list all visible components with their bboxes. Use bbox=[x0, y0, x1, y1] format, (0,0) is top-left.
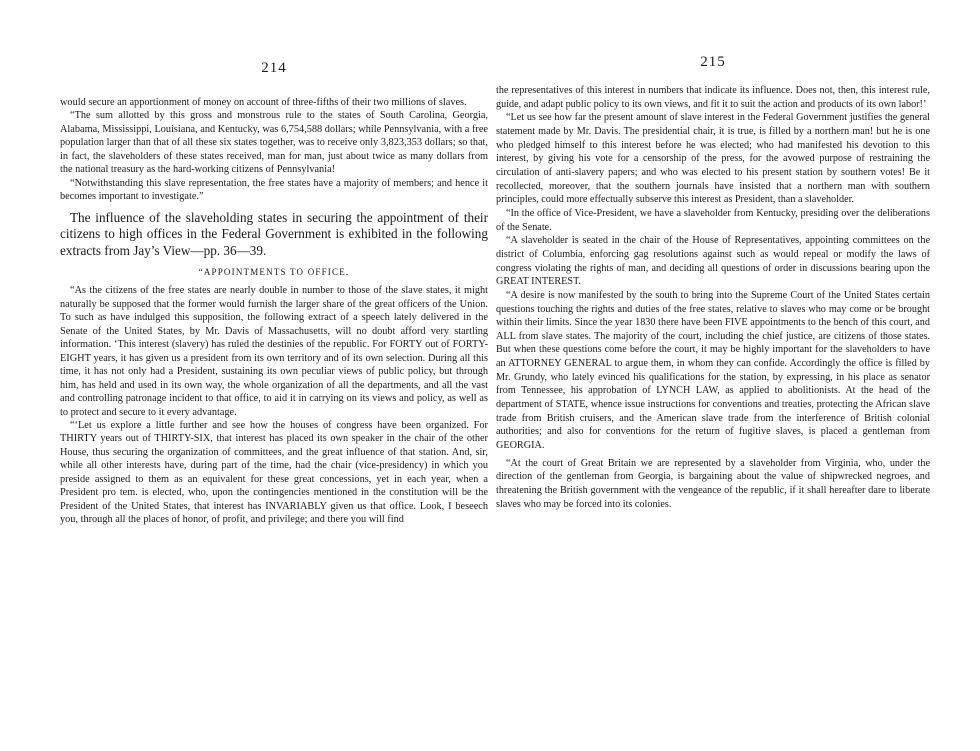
paragraph: “The sum allotted by this gross and monstrous rule to the states of South Carolina, Georgia, Alabama, Mississippi, Louisiana, and Kentucky, was 6,754,588 dollars; while Pennsylvania, with a free population larger than that of all these six states together, was to receive only 3,823,353 dollars; so that, in fact, the slaveholders of these states received, man for man, just about twice as many dollars from the national treasury as the hard-working citizens of Pennsylvania! bbox=[60, 110, 488, 176]
paragraph: “A desire is now manifested by the south to bring into the Supreme Court of the United States certain questions touching the rights and duties of the free states, relative to slaves who may come or be brought within their limits. Since the year 1830 there have been FIVE appointments to the bench of this court, and ALL from slave states. The majority of the court, including the chief justice, are citizens of those states. But when these questions come before the court, it may be highly important for the slaveholders to have an ATTORNEY GENERAL to argue them, in whom they can confide. Accordingly the office is filled by Mr. Grundy, who lately evinced his qualifications for the station, by expressing, in his place as senator from Tennessee, his approbation of LYNCH LAW, as applied to abolitionists. At the head of the department of STATE, whence issue instructions for conventions and treaties, protecting the African slave trade from British cruisers, and the American slave trade from the interference of British colonial authorities; and also for conventions for the return of fugitive slaves, is placed a gentleman from GEORGIA. bbox=[496, 289, 930, 452]
paragraph: would secure an apportionment of money on account of three-fifths of their two millions of slaves. bbox=[60, 97, 467, 108]
page-number-214: 214 bbox=[261, 60, 287, 76]
paragraph: “A slaveholder is seated in the chair of the House of Representatives, appointing committees on the district of Columbia, enforcing gag resolutions against such as would repeal or modify the laws of congress violating the rights of man, and deciding all questions of order in discussions bearing upon the GREAT INTEREST. bbox=[496, 235, 930, 288]
paragraph-intro: The influence of the slaveholding states in securing the appointment of their citizens to high offices in the Federal Government is exhibited in the following extracts from Jay’s View—pp. 36—39. bbox=[60, 209, 488, 259]
left-page bbox=[60, 0, 488, 527]
paragraph: “Notwithstanding this slave representation, the free states have a majority of members; and hence it becomes important to investigate.” bbox=[60, 177, 488, 203]
paragraph: “In the office of Vice-President, we have a slaveholder from Kentucky, presiding over the deliberations of the Senate. bbox=[496, 207, 930, 233]
paragraph: the representatives of this interest in numbers that indicate its influence. Does not, then, this interest rule, guide, and adapt public policy to its own views, and fit it to suit the action and products of its own labor!’ bbox=[496, 85, 930, 110]
paragraph: “Let us see how far the present amount of slave interest in the Federal Government justifies the general statement made by Mr. Davis. The presidential chair, it is true, is filled by a northern man! but he is one who pledged himself to this interest before he was elected; who had manifested his devotion to this interest, by giving his vote for a censorship of the press, for the avowed purpose of restraining the circulation of anti-slavery papers; and who was elected to his present station by southern votes! Be it recollected, moreover, that the southern journals have insisted that a northern man with southern principles, could more effectually subserve this interest as President, than a slaveholder. bbox=[496, 112, 930, 206]
paragraph: “At the court of Great Britain we are represented by a slaveholder from Virginia, who, under the direction of the gentleman from Georgia, is bargaining about the value of shipwrecked negroes, and threatening the British government with the vengeance of the republic, if it shall hereafter dare to liberate slaves who may be forced into its colonies. bbox=[496, 457, 930, 510]
paragraph: “‘Let us explore a little further and see how the houses of congress have been organized. For THIRTY years out of THIRTY-SIX, that interest has placed its own speaker in the chair of the other House, thus securing the organization of committees, and the great influence of that station. And, sir, while all other interests have, during part of the time, had the chair (vice-presidency) in which you preside assigned to them as an equivalent for these great concessions, yet in each year, when a President pro tem. is elected, who, upon the contingencies mentioned in the constitution will be the President of the United States, that interest has INVARIABLY given us that office. Look, I beseech you, through all the places of honor, of profit, and privilege; and there you will find bbox=[60, 420, 488, 526]
right-page bbox=[496, 0, 930, 511]
paragraph: “As the citizens of the free states are nearly double in number to those of the slave states, it might naturally be supposed that the former would furnish the larger share of the great officers of the Union. To such as have indulged this supposition, the following extract of a speech lately delivered in the Senate of the United States, by Mr. Davis of Massachusetts, will no doubt afford very startling information. ‘This interest (slavery) has ruled the destinies of the republic. For FORTY out of FORTY-EIGHT years, it has given us a president from its own territory and of its own selection. During all this time, it has not only had a President, sustaining its own peculiar views of public policy, but through him, has held and used in its own way, the whole organization of all the departments, and all the vast and controlling patronage incident to that office, to aid it in carrying on its views and policy, as well as to protect and secure to it every advantage. bbox=[60, 285, 488, 418]
section-heading: “APPOINTMENTS TO OFFICE. bbox=[198, 267, 350, 278]
page-number-215: 215 bbox=[700, 54, 726, 70]
